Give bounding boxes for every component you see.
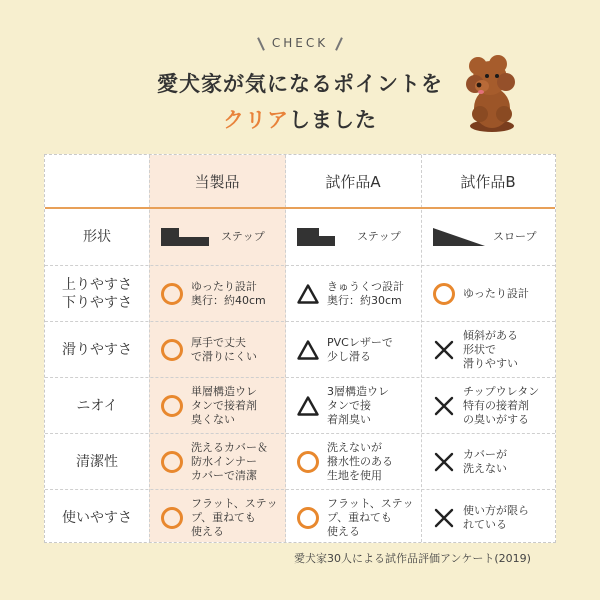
row-label: 滑りやすさ (62, 342, 132, 358)
cross-mark-icon (433, 339, 455, 361)
shape-label: スロープ (493, 230, 537, 243)
rating-text: 単層構造ウレ タンで接着剤 臭くない (191, 385, 257, 426)
circle-mark-icon (161, 395, 183, 417)
rating-text: 傾斜がある 形状で 滑りやすい (463, 329, 518, 370)
circle-mark-icon (433, 283, 455, 305)
headline-accent: クリア (223, 108, 289, 132)
row-divider (45, 433, 555, 434)
row-divider (45, 265, 555, 266)
rating-cell (285, 435, 421, 489)
column-header-product: 当製品 (194, 172, 240, 191)
row-label-shape: 形状 (83, 229, 111, 245)
rating-cell (149, 379, 285, 433)
row-divider (45, 321, 555, 322)
column-header-prototype-a: 試作品A (325, 172, 381, 191)
row-label: 使いやすさ (62, 510, 132, 526)
circle-mark-icon (161, 339, 183, 361)
slope-shape-icon (433, 228, 485, 246)
rating-text: フラット、ステッ プ、重ねても 使える (327, 497, 414, 538)
row-divider (45, 489, 555, 490)
rating-cell (285, 323, 421, 377)
triangle-mark-icon (297, 283, 319, 305)
rating-cell (149, 267, 285, 321)
rating-text: 洗えないが 撥水性のある 生地を使用 (327, 441, 393, 482)
circle-mark-icon (161, 283, 183, 305)
rating-text: ゆったり設計 奥行：約40cm (191, 280, 266, 307)
rating-text: カバーが 洗えない (463, 448, 507, 475)
rating-cell (149, 435, 285, 489)
circle-mark-icon (297, 507, 319, 529)
survey-footnote: 愛犬家30人による試作品評価アンケート(2019) (294, 552, 531, 565)
rating-text: フラット、ステッ プ、重ねても 使える (191, 497, 278, 538)
column-header-prototype-b: 試作品B (460, 172, 516, 191)
rating-text: PVCレザーで 少し滑る (327, 336, 393, 363)
shape-label: ステップ (221, 230, 265, 243)
rating-text: ゆったり設計 (463, 287, 529, 300)
headline-line-1: 愛犬家が気になるポイントを (157, 72, 443, 96)
cross-mark-icon (433, 507, 455, 529)
circle-mark-icon (161, 507, 183, 529)
row-label: ニオイ (76, 398, 118, 414)
rating-text: チップウレタン 特有の接着剤 の臭いがする (463, 385, 540, 426)
triangle-mark-icon (297, 395, 319, 417)
poodle-dog-image (458, 52, 524, 134)
rating-cell (421, 379, 555, 433)
row-divider (45, 377, 555, 378)
step-shape-icon (297, 228, 349, 246)
rating-text: 使い方が限ら れている (463, 504, 529, 531)
rating-cell (421, 491, 555, 545)
headline-rest: しました (289, 108, 377, 132)
check-label: CHECK (0, 36, 600, 51)
rating-cell (149, 323, 285, 377)
rating-cell (149, 491, 285, 545)
rating-cell (285, 491, 421, 545)
shape-cell-prototype-b (421, 209, 555, 265)
rating-cell (421, 323, 555, 377)
triangle-mark-icon (297, 339, 319, 361)
shape-cell-product (149, 209, 285, 265)
rating-text: 厚手で丈夫 で滑りにくい (191, 336, 257, 363)
step-shape-icon (161, 228, 213, 246)
row-label: 清潔性 (76, 454, 118, 470)
rating-text: 3層構造ウレ タンで接 着剤臭い (327, 385, 389, 426)
cross-mark-icon (433, 395, 455, 417)
circle-mark-icon (161, 451, 183, 473)
rating-cell (285, 267, 421, 321)
row-label: 上りやすさ 下りやすさ (62, 277, 132, 311)
cross-mark-icon (433, 451, 455, 473)
slash-right-decoration (335, 37, 343, 51)
rating-text: きゅうくつ設計 奥行：約30cm (327, 280, 404, 307)
comparison-table (44, 154, 556, 543)
rating-cell (285, 379, 421, 433)
circle-mark-icon (297, 451, 319, 473)
shape-cell-prototype-a (285, 209, 421, 265)
slash-left-decoration (257, 37, 265, 51)
rating-cell (421, 267, 555, 321)
rating-cell (421, 435, 555, 489)
rating-text: 洗えるカバー＆ 防水インナー カバーで清潔 (191, 441, 268, 482)
shape-label: ステップ (357, 230, 401, 243)
